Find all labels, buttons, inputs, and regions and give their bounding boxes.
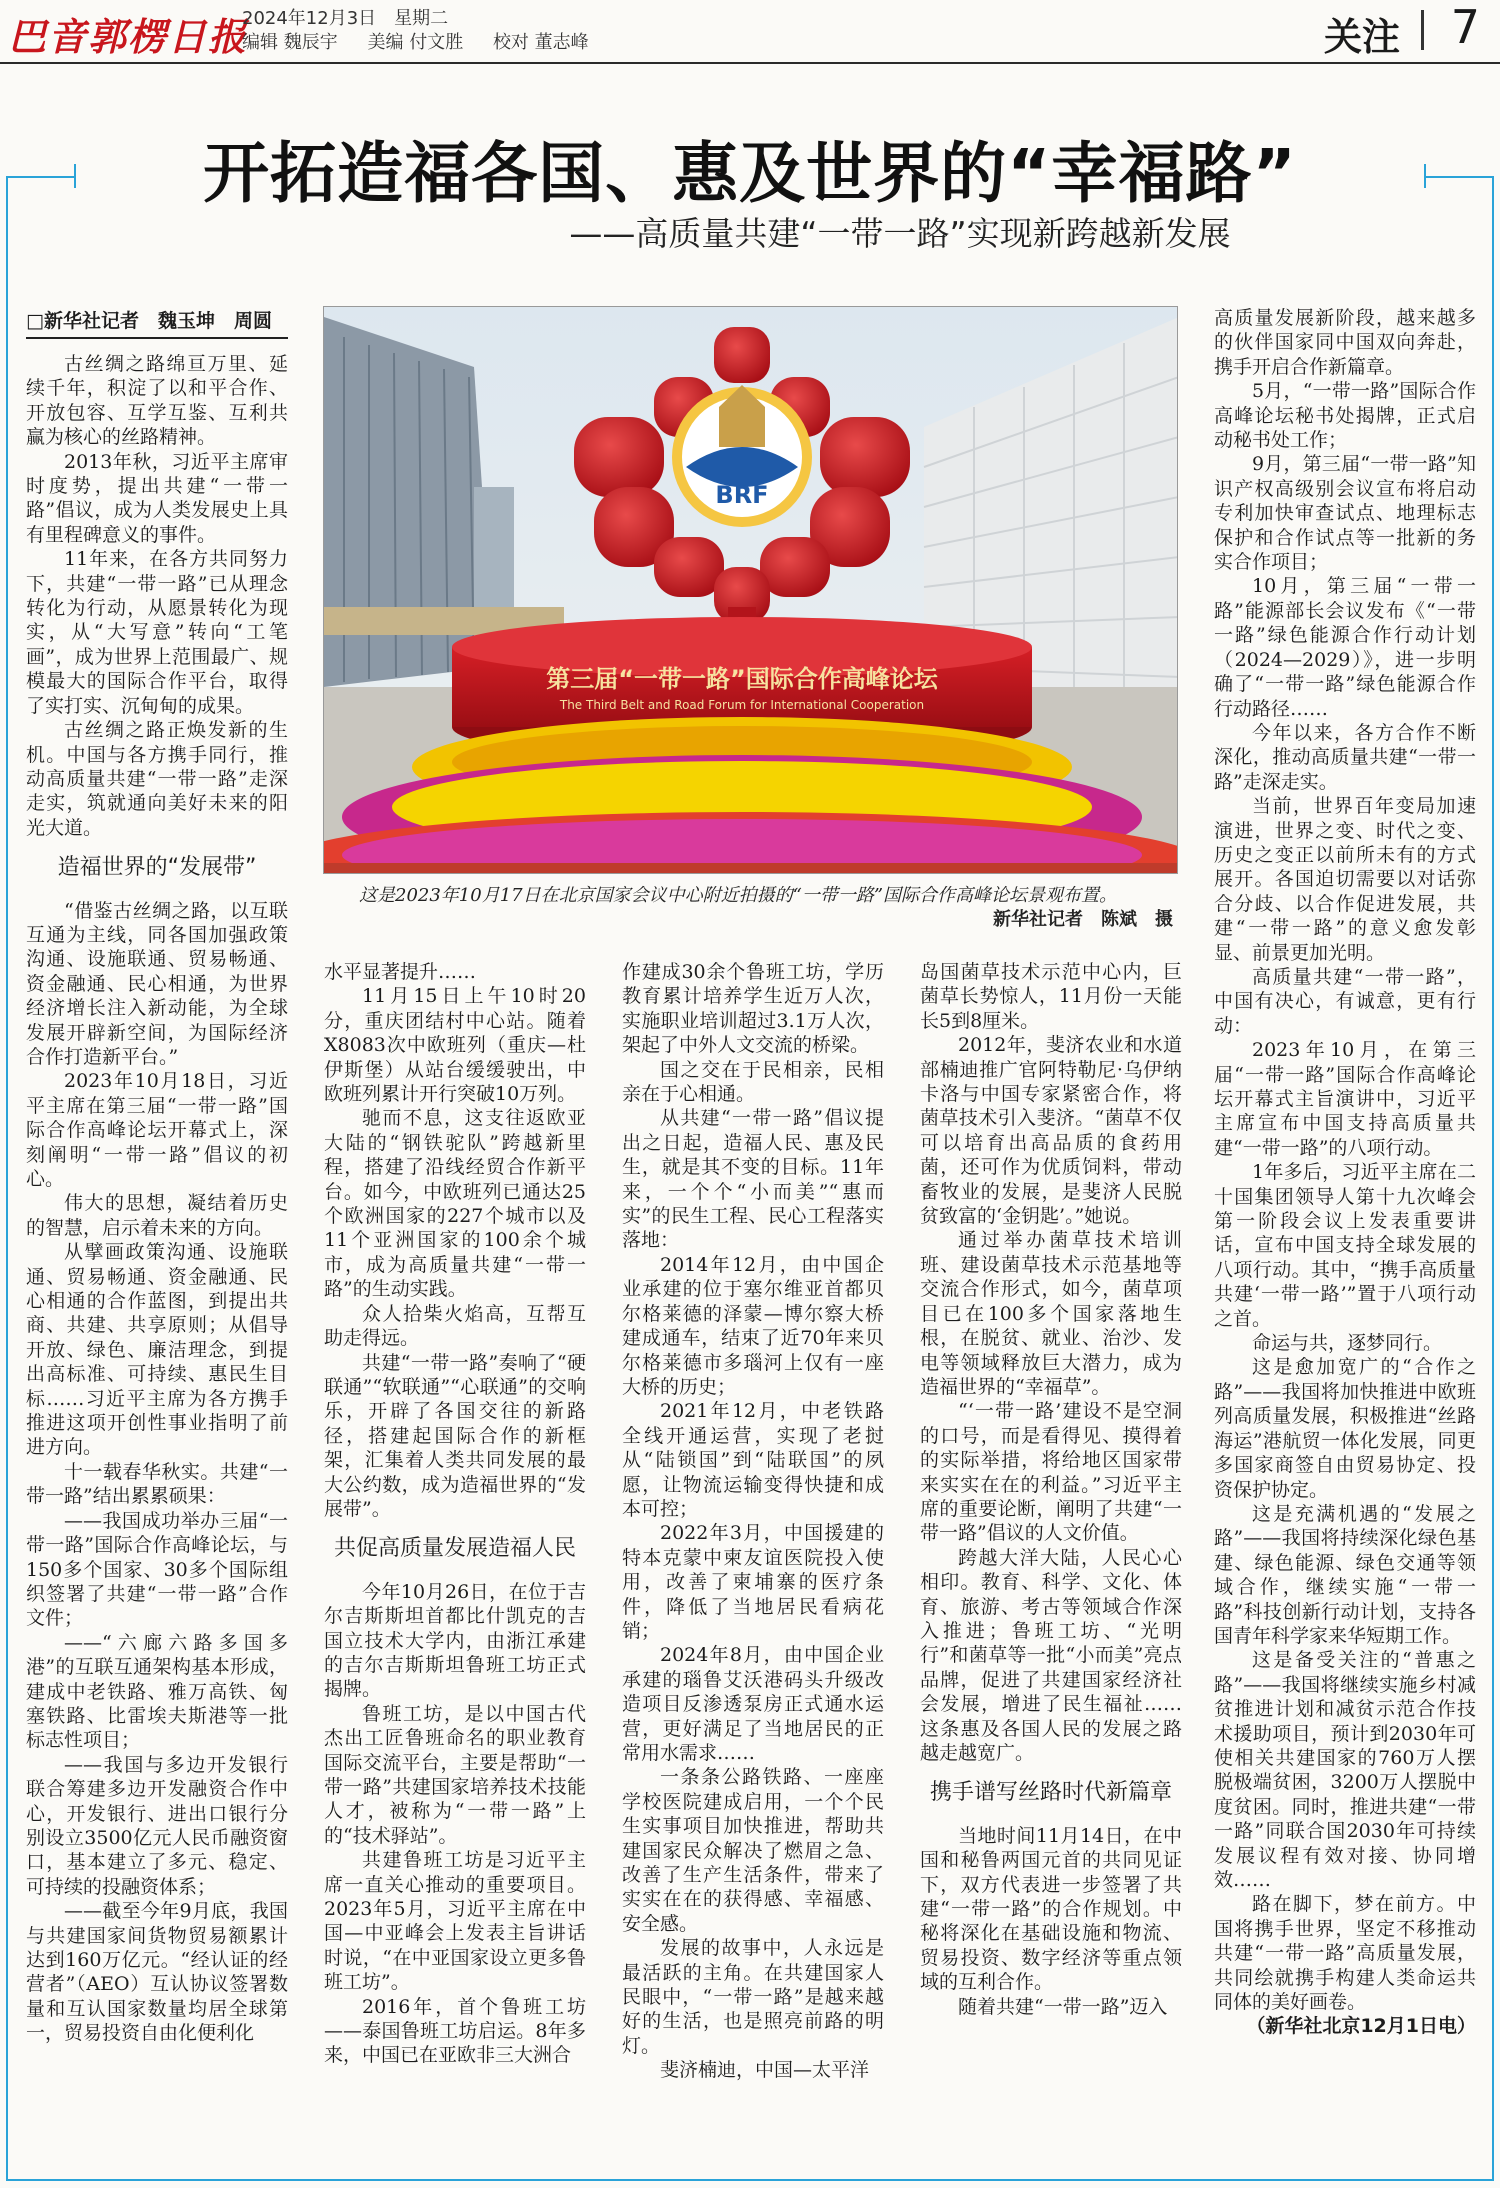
paragraph: 2024年8月，由中国企业承建的瑙鲁艾沃港码头升级改造项目反渗透泵房正式通水运营，更好满足了当地居民的正常用水需求…… <box>622 1644 884 1764</box>
photo-caption-text: 这是2023年10月17日在北京国家会议中心附近拍摄的“一带一路”国际合作高峰论坛景观布置。 <box>359 885 1118 906</box>
paragraph: 共建鲁班工坊是习近平主席一直关心推动的重要项目。2023年5月，习近平主席在中国—中亚峰会上发表主旨讲话时说，“在中亚国家设立更多鲁班工坊”。 <box>324 1849 586 1994</box>
paragraph: 驰而不息，这支往返欧亚大陆的“钢铁驼队”跨越新里程，搭建了沿线经贸合作新平台。如今，中欧班列已通达25个欧洲国家的227个城市以及11个亚洲国家的100余个城市，成为高质量共建“一带一路”的生动实践。 <box>324 1107 586 1301</box>
proofreader-credit: 校对 董志峰 <box>492 32 589 53</box>
section-heading: 共促高质量发展造福人民 <box>333 1536 576 1562</box>
paragraph: 2021年12月，中老铁路全线开通运营，实现了老挝从“陆锁国”到“陆联国”的夙愿，让物流运输变得快捷和成本可控； <box>622 1400 884 1520</box>
paragraph: 11月15日上午10时20分，重庆团结村中心站。随着X8083次中欧班列（重庆—杜伊斯堡）从站台缓缓驶出，中欧班列累计开行突破10万列。 <box>324 985 586 1106</box>
page-header <box>0 0 1500 62</box>
editor-credit: 编辑 魏辰宇 <box>242 32 338 53</box>
paragraph: “‘一带一路’建设不是空洞的口号，而是看得见、摸得着的实际举措，将给地区国家带来实实在在的利益。”习近平主席的重要论断，阐明了共建“一带一路”倡议的人文价值。 <box>920 1400 1182 1545</box>
forum-sign-chinese: 第三届“一带一路”国际合作高峰论坛 <box>546 665 938 693</box>
paragraph: 十一载春华秋实。共建“一带一路”结出累累硕果： <box>26 1460 288 1508</box>
photo-caption <box>323 884 1183 932</box>
paragraph: 从共建“一带一路”倡议提出之日起，造福人民、惠及民生，就是其不变的目标。11年来，一个个“小而美”“惠而实”的民生工程、民心工程落实落地： <box>622 1107 884 1252</box>
paragraph: 众人拾柴火焰高，互帮互助走得远。 <box>324 1302 586 1350</box>
paragraph: 伟大的思想，凝结着历史的智慧，启示着未来的方向。 <box>26 1192 288 1239</box>
paragraph: 当地时间11月14日，在中国和秘鲁两国元首的共同见证下，双方代表进一步签署了共建“一带一路”的合作规划。中秘将深化在基础设施和物流、贸易投资、数字经济等重点领域的互利合作。 <box>920 1824 1182 1994</box>
paragraph: 这是充满机遇的“发展之路”——我国将持续深化绿色基建、绿色能源、绿色交通等领域合作，继续实施“一带一路”科技创新行动计划，支持各国青年科学家来华短期工作。 <box>1214 1502 1476 1647</box>
paragraph: 高质量发展新阶段，越来越多的伙伴国家同中国双向奔赴，携手开启合作新篇章。 <box>1214 307 1476 378</box>
paragraph: 一条条公路铁路、一座座学校医院建成启用，一个个民生实事项目加快推进，帮助共建国家民众解决了燃眉之急、改善了生产生活条件，带来了实实在在的获得感、幸福感、安全感。 <box>622 1766 884 1935</box>
paragraph: 国之交在于民相亲，民相亲在于心相通。 <box>622 1058 884 1106</box>
paragraph: 作建成30余个鲁班工坊，学历教育累计培养学生近万人次，实施职业培训超过3.1万人次，架起了中外人文交流的桥梁。 <box>622 961 884 1057</box>
photo-credit: 新华社记者 陈斌 摄 <box>993 909 1173 930</box>
paragraph: 从擘画政策沟通、设施联通、贸易畅通、资金融通、民心相通的合作蓝图，到提出共商、共建、共享原则；从倡导开放、绿色、廉洁理念，到提出高标准、可持续、惠民生目标……习近平主席为各方携手推进这项开创性事业指明了前进方向。 <box>26 1241 288 1459</box>
paragraph: 古丝绸之路正焕发新的生机。中国与各方携手同行，推动高质量共建“一带一路”走深走实，筑就通向美好未来的阳光大道。 <box>26 719 288 839</box>
brf-logo-text: BRF <box>715 481 769 509</box>
paragraph: ——我国与多边开发银行联合筹建多边开发融资合作中心，开发银行、进出口银行分别设立3500亿元人民币融资窗口，基本建立了多元、稳定、可持续的投融资体系； <box>26 1753 288 1898</box>
paragraph: 5月，“一带一路”国际合作高峰论坛秘书处揭牌，正式启动秘书处工作； <box>1214 380 1476 452</box>
section-name: 关注 <box>1323 15 1400 59</box>
paragraph: 水平显著提升…… <box>324 961 477 983</box>
staff-credits <box>242 28 613 54</box>
header-divider <box>1421 10 1424 50</box>
paragraph: 当前，世界百年变局加速演进，世界之变、时代之变、历史之变正以前所未有的方式展开。各国迫切需要以对话弥合分歧、以合作促进发展，共建“一带一路”的意义愈发彰显、前景更加光明。 <box>1214 795 1476 964</box>
article-signoff: （新华社北京12月1日电） <box>1246 2015 1476 2038</box>
paragraph: 10月，第三届“一带一路”能源部长会议发布《“一带一路”绿色能源合作行动计划（2024—2029）》，进一步明确了“一带一路”绿色能源合作行动路径…… <box>1214 575 1476 720</box>
paragraph: ——我国成功举办三届“一带一路”国际合作高峰论坛，与150多个国家、30多个国际组织签署了共建“一带一路”合作文件； <box>26 1509 288 1630</box>
page-number: 7 <box>1450 0 1480 54</box>
section-heading: 造福世界的“发展带” <box>57 855 257 881</box>
paragraph: 路在脚下，梦在前方。中国将携手世界，坚定不移推动共建“一带一路”高质量发展，共同绘就携手构建人类命运共同体的美好画卷。 <box>1214 1893 1476 2014</box>
paragraph: ——截至今年9月底，我国与共建国家间货物贸易额累计达到160万亿元。“经认证的经营者”（AEO）互认协议签署数量和互认国家数量均居全球第一，贸易投资自由化便利化 <box>26 1900 288 2045</box>
paragraph: 斐济楠迪，中国—太平洋 <box>660 2059 870 2082</box>
article-headline: 开拓造福各国、惠及世界的“幸福路” <box>203 135 1297 212</box>
paragraph: 2016年，首个鲁班工坊——泰国鲁班工坊启运。8年多来，中国已在亚欧非三大洲合 <box>324 1995 586 2067</box>
frame-bottom-line <box>6 2179 1494 2181</box>
paragraph: 1年多后，习近平主席在二十国集团领导人第十九次峰会第一阶段会议上发表重要讲话，宣布中国支持全球发展的八项行动。其中，“携手高质量共建‘一带一路’”置于八项行动之首。 <box>1214 1161 1476 1330</box>
paragraph: 9月，第三届“一带一路”知识产权高级别会议宣布将启动专利加快审查试点、地理标志保护和合作试点等一批新的务实合作项目； <box>1214 453 1476 574</box>
section-heading: 携手谱写丝路时代新篇章 <box>929 1780 1172 1806</box>
column-3 <box>622 960 884 2083</box>
paragraph: 共建“一带一路”奏响了“硬联通”“软联通”“心联通”的交响乐，开辟了各国交往的新路径，搭建起国际合作的新框架，汇集着人类共同发展的最大公约数，成为造福世界的“发展带”。 <box>324 1351 586 1520</box>
paragraph: 发展的故事中，人永远是最活跃的主角。在共建国家人民眼中，“一带一路”是越来越好的生活，也是照亮前路的明灯。 <box>622 1937 884 2057</box>
paragraph: 通过举办菌草技术培训班、建设菌草技术示范基地等交流合作形式，如今，菌草项目已在100多个国家落地生根，在脱贫、就业、治沙、发电等领域释放巨大潜力，成为造福世界的“幸福草”。 <box>920 1229 1182 1398</box>
paragraph: 11年来，在各方共同努力下，共建“一带一路”已从理念转化为行动，从愿景转化为现实，从“大写意”转向“工笔画”，成为世界上范围最广、规模最大的国际合作平台，取得了实打实、沉甸甸的成果。 <box>26 548 288 717</box>
frame-right-line <box>1492 176 1494 2181</box>
column-5 <box>1214 306 1476 2039</box>
paragraph: 2023年10月18日，习近平主席在第三届“一带一路”国际合作高峰论坛开幕式上，深刻阐明“一带一路”倡议的初心。 <box>26 1070 288 1190</box>
paragraph: 这是愈加宽广的“合作之路”——我国将加快推进中欧班列高质量发展，积极推进“丝路海运”港航贸一体化发展，同更多国家商签自由贸易协定、投资保护协定。 <box>1214 1356 1476 1501</box>
forum-photo <box>323 306 1178 874</box>
paragraph: ——“六廊六路多国多港”的互联互通架构基本形成，建成中老铁路、雅万高铁、匈塞铁路、比雷埃夫斯港等一批标志性项目； <box>26 1631 288 1752</box>
forum-sculpture-illustration <box>324 307 1178 874</box>
column-2 <box>324 960 586 2068</box>
issue-date: 2024年12月3日 星期二 <box>242 8 449 29</box>
forum-sign-english: The Third Belt and Road Forum for International Cooperation <box>559 698 925 712</box>
paragraph: 命运与共，逐梦同行。 <box>1252 1332 1443 1355</box>
column-1 <box>26 352 288 2046</box>
paragraph: 岛国菌草技术示范中心内，巨菌草长势惊人，11月份一天能长5到8厘米。 <box>920 961 1182 1032</box>
paragraph: 今年10月26日，在位于吉尔吉斯斯坦首都比什凯克的吉国立技术大学内，由浙江承建的吉尔吉斯斯坦鲁班工坊正式揭牌。 <box>324 1580 586 1701</box>
newspaper-masthead: 巴音郭楞日报 <box>8 14 249 59</box>
article-byline: □新华社记者 魏玉坤 周圆 <box>26 306 288 339</box>
paragraph: 鲁班工坊，是以中国古代杰出工匠鲁班命名的职业教育国际交流平台，主要是帮助“一带一路”共建国家培养技术技能人才，被称为“一带一路”上的“技术驿站”。 <box>324 1702 586 1847</box>
paragraph: 2014年12月，由中国企业承建的位于塞尔维亚首都贝尔格莱德的泽蒙—博尔察大桥建成通车，结束了近70年来贝尔格莱德市多瑙河上仅有一座大桥的历史； <box>622 1253 884 1398</box>
paragraph: 这是备受关注的“普惠之路”——我国将继续实施乡村减贫推进计划和减贫示范合作技术援助项目，预计到2030年可使相关共建国家的760万人摆脱极端贫困，3200万人摆脱中度贫困。同时，推进共建“一带一路”同联合国2030年可持续发展议程有效对接、协同增效…… <box>1214 1649 1476 1891</box>
paragraph: 2013年秋，习近平主席审时度势，提出共建“一带一路”倡议，成为人类发展史上具有里程碑意义的事件。 <box>26 450 288 546</box>
frame-left-line <box>6 176 8 2181</box>
paragraph: 2022年3月，中国援建的特本克蒙中柬友谊医院投入使用，改善了柬埔寨的医疗条件，降低了当地居民看病花销； <box>622 1522 884 1642</box>
paragraph: “借鉴古丝绸之路，以互联互通为主线，同各国加强政策沟通、设施联通、贸易畅通、资金融通、民心相通，为世界经济增长注入新动能，为全球发展开辟新空间，为国际经济合作打造新平台。” <box>26 899 288 1068</box>
article-subhead: ——高质量共建“一带一路”实现新跨越新发展 <box>569 214 1231 253</box>
paragraph: 跨越大洋大陆，人民心心相印。教育、科学、文化、体育、旅游、考古等领域合作深入推进；鲁班工坊、“光明行”和菌草等一批“小而美”亮点品牌，促进了共建国家经济社会发展，增进了民生福祉……这条惠及各国人民的发展之路越走越宽广。 <box>920 1546 1182 1764</box>
paragraph: 古丝绸之路绵亘万里、延续千年，积淀了以和平合作、开放包容、互学互鉴、互利共赢为核心的丝路精神。 <box>26 353 288 449</box>
paragraph: 2023年10月，在第三届“一带一路”国际合作高峰论坛开幕式主旨演讲中，习近平主席宣布中国支持高质量共建“一带一路”的八项行动。 <box>1214 1039 1476 1159</box>
column-4 <box>920 960 1182 2019</box>
paragraph: 2012年，斐济农业和水道部楠迪推广官阿特勒尼·乌伊纳卡洛与中国专家紧密合作，将菌草技术引入斐济。“菌草不仅可以培育出高品质的食药用菌，还可作为优质饲料，带动畜牧业的发展，是斐济人民脱贫致富的‘金钥匙’。”她说。 <box>920 1034 1182 1228</box>
paragraph: 高质量共建“一带一路”，中国有决心，有诚意，更有行动： <box>1214 965 1476 1037</box>
designer-credit: 美编 付文胜 <box>367 32 464 53</box>
paragraph: 今年以来，各方合作不断深化，推动高质量共建“一带一路”走深走实。 <box>1214 721 1476 793</box>
paragraph: 随着共建“一带一路”迈入 <box>958 1995 1168 2018</box>
header-rule <box>0 62 1500 64</box>
